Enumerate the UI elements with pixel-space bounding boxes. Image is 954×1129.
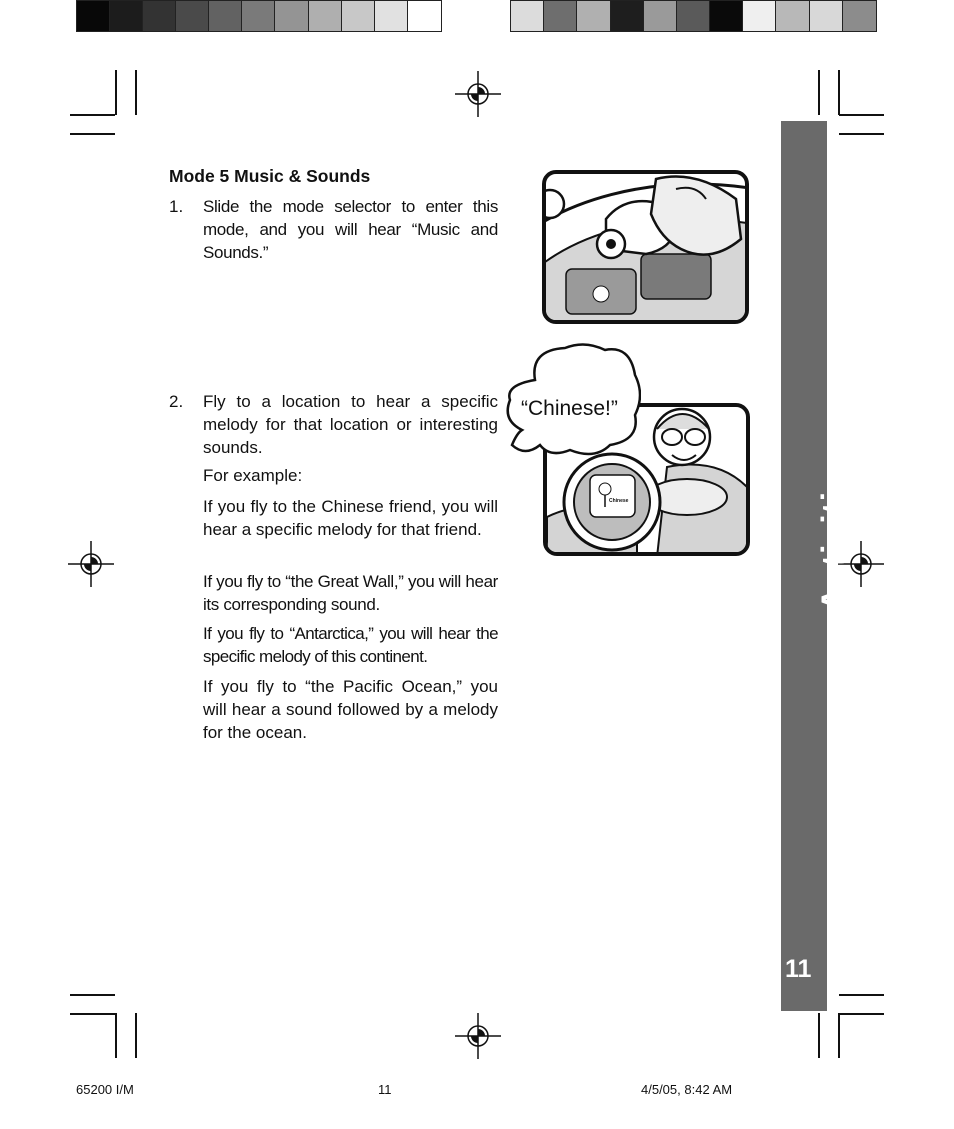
calibration-swatch [275,1,308,31]
registration-mark-icon [68,541,114,587]
calibration-swatch [408,1,441,31]
crop-mark [818,1013,820,1058]
crop-mark [115,70,117,115]
calibration-swatch [677,1,710,31]
crop-mark [135,1013,137,1058]
for-example-label: For example: [203,466,303,485]
step-number: 1. [169,197,184,216]
step-1-text: Slide the mode selector to enter this mode, and you will hear “Music and Sounds.” [203,197,498,262]
calibration-swatch [743,1,776,31]
crop-mark [70,994,115,996]
calibration-swatch [77,1,110,31]
footer-page-number: 11 [378,1082,392,1097]
crop-mark [838,70,840,115]
crop-mark [115,1013,117,1058]
page-number: 11 [785,955,812,983]
crop-mark [70,133,115,135]
crop-mark [839,133,884,135]
crop-mark [839,994,884,996]
side-tab-title-text: Activities [815,451,854,612]
section-heading: Mode 5 Music & Sounds [169,166,371,186]
footer-job-code: 65200 I/M [76,1082,134,1097]
crop-mark [70,1013,115,1015]
card-label: Chinese [609,498,629,504]
calibration-swatch [242,1,275,31]
hand-plane-icon [546,174,745,320]
example-paragraph: If you fly to “the Pacific Ocean,” you will hear a sound followed by a melody for the ocean. [203,677,498,742]
calibration-swatch [375,1,408,31]
step-number: 2. [169,392,184,411]
registration-mark-icon [455,71,501,117]
registration-mark-icon [455,1013,501,1059]
calibration-swatch [611,1,644,31]
crop-mark [838,1013,840,1058]
example-paragraph: If you fly to the Chinese friend, you will hear a specific melody for that friend. [203,497,498,539]
calibration-bar-right [510,0,877,32]
calibration-swatch [577,1,610,31]
calibration-swatch [342,1,375,31]
mode-selector-illustration [542,170,749,324]
crop-mark [818,70,820,115]
crop-mark [839,1013,884,1015]
step-2-text: Fly to a location to hear a specific melody for that location or interesting sounds. [203,392,498,457]
crop-mark [135,70,137,115]
calibration-bar-left [76,0,442,32]
calibration-swatch [511,1,544,31]
footer-timestamp: 4/5/05, 8:42 AM [641,1082,733,1097]
calibration-swatch [710,1,743,31]
calibration-swatch [776,1,809,31]
crop-mark [70,114,115,116]
crop-mark [839,114,884,116]
calibration-swatch [143,1,176,31]
calibration-swatch [810,1,843,31]
calibration-swatch [110,1,143,31]
speech-bubble-text: “Chinese!” [521,397,618,420]
example-paragraph: If you fly to “the Great Wall,” you will hear its corresponding sound. [203,572,498,614]
calibration-swatch [209,1,242,31]
calibration-swatch [176,1,209,31]
calibration-swatch [843,1,876,31]
calibration-swatch [644,1,677,31]
example-paragraph: If you fly to “Antarctica,” you will hear the specific melody of this continent. [203,624,498,666]
calibration-swatch [544,1,577,31]
calibration-swatch [309,1,342,31]
